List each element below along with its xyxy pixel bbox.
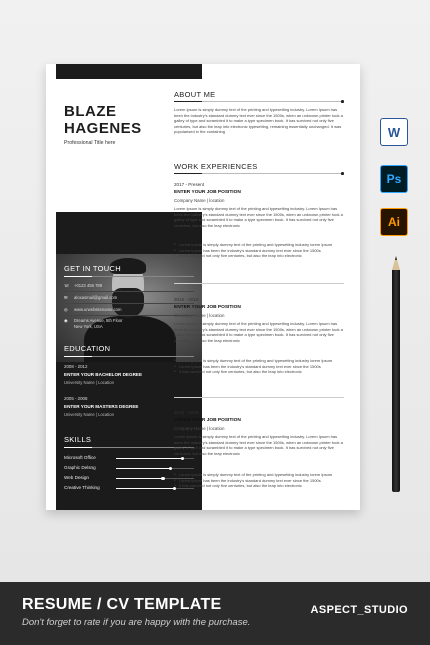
photoshop-icon: Ps (380, 165, 408, 193)
job-description: Lorem Ipsum is simply dummy text of the printing and typesetting industry. Lorem Ipsum has been the industry's standard dummy text ever since the 1500s, when an unknown printer took a galley of type and scrambled it to make a type specimen book. It has survived not only five centuries, but also the leap electronic (174, 321, 343, 343)
list-item: ● Lorem Ipsum is simply dummy text of the printing and typesetting industry lorem Ipsum (174, 242, 346, 248)
list-item: ● Lorem Ipsum has been the industry's standard dummy text ever since the 1500s (174, 478, 346, 484)
mail-icon: ✉ (64, 295, 68, 300)
work-divider (174, 173, 344, 174)
resume-name (64, 103, 142, 137)
phone-icon: ☏ (64, 283, 70, 288)
job-title: ENTER YOUR JOB POSITION (174, 305, 241, 310)
job-description: Lorem Ipsum is simply dummy text of the printing and typesetting industry. Lorem Ipsum has been the industry's standard dummy text ever since the 1500s, when an unknown printer took a galley of type and scrambled it to make a type specimen book. It has survived not only five centuries, but also the leap electronic (174, 206, 343, 228)
illustrator-icon: Ai (380, 208, 408, 236)
skill-level-bar (116, 478, 163, 479)
education-heading: EDUCATION (64, 344, 111, 353)
skill-item: Microsoft Office (64, 455, 194, 463)
education-degree: ENTER YOUR BACHELOR DEGREE (64, 372, 143, 377)
list-item: ● Lorem Ipsum has been the industry's standard dummy text ever since the 1500s (174, 364, 346, 370)
list-item: ● Lorem Ipsum is simply dummy text of the printing and typesetting industry lorem Ipsum (174, 358, 346, 364)
about-text: Lorem Ipsum is simply dummy text of the printing and typesetting industry. Lorem Ipsum has been the industry's standard dummy text ever since the 1500s, when an unknown printer took a galley of type and scrambled it to make a type specimen book. It has survived not only five centuries, but also the leap into electronic typesetting, remaining essentially unchanged. It was popularised in the containing (174, 107, 343, 135)
skill-level-bar (116, 488, 175, 489)
first-name: BLAZE (64, 103, 117, 120)
skill-level-handle (161, 477, 165, 481)
job-date: 2015 - 2018 (174, 410, 199, 415)
list-item: ● It has survived not only five centuries, but also the leap into electronic (174, 253, 346, 259)
education-school: University Name | Location (64, 412, 114, 417)
brand-name: ASPECT_STUDIO (310, 604, 408, 616)
professional-title: Professional Title here (64, 140, 116, 146)
education-date: 2005 - 2008 (64, 396, 88, 401)
job-bullets (174, 242, 346, 259)
globe-icon: ◎ (64, 307, 68, 312)
contact-divider (64, 276, 194, 277)
skills-heading: SKILLS (64, 435, 92, 444)
skill-item: Web Design (64, 475, 194, 483)
skill-level-bar (116, 458, 182, 459)
list-item: ● Lorem Ipsum has been the industry's standard dummy text ever since the 1500s (174, 248, 346, 254)
education-divider (64, 356, 194, 357)
job-bullets (174, 358, 346, 375)
skill-level-bar (116, 468, 171, 469)
job-company: Company Name | location (174, 198, 225, 203)
job-title: ENTER YOUR JOB POSITION (174, 418, 241, 423)
education-degree: ENTER YOUR MASTERS DEGREE (64, 404, 139, 409)
footer-title: RESUME / CV TEMPLATE (22, 596, 222, 613)
job-title: ENTER YOUR JOB POSITION (174, 190, 241, 195)
education-school: University Name | Location (64, 380, 114, 385)
job-company: Company Name | location (174, 313, 225, 318)
word-icon: W (380, 118, 408, 146)
about-heading: ABOUT ME (174, 90, 216, 99)
skill-level-handle (169, 467, 173, 471)
resume-page (46, 64, 360, 510)
job-date: 2017 - Present (174, 182, 205, 187)
about-divider (174, 101, 344, 102)
skill-level-handle (181, 457, 185, 461)
job-description: Lorem Ipsum is simply dummy text of the printing and typesetting industry. Lorem Ipsum has been the industry's standard dummy text ever since the 1500s, when an unknown printer took a galley of type and scrambled it to make a type specimen book. It has survived not only five centuries, but also the leap electronic (174, 434, 343, 456)
pencil-icon (392, 256, 400, 492)
contact-website: ◎ www.urwebsitename.com (64, 307, 122, 312)
skill-item: Graphic Delsng (64, 465, 194, 473)
education-date: 2008 - 2012 (64, 364, 88, 369)
job-date: 2015 - 2018 (174, 297, 199, 302)
job-company: Company Name | location (174, 426, 225, 431)
list-item: ● It has survived not only five centuries, but also the leap into electronic (174, 369, 346, 375)
last-name: HAGENES (64, 120, 142, 137)
list-item: ● Lorem Ipsum is simply dummy text of the printing and typesetting industry lorem Ipsum (174, 472, 346, 478)
contact-email: ✉ aloxasmail@gmail.com (64, 295, 118, 300)
job-bullets (174, 472, 346, 489)
location-icon: ◉ (64, 318, 68, 323)
footer-banner (0, 582, 430, 645)
contact-heading: GET IN TOUCH (64, 264, 121, 273)
work-heading: WORK EXPERIENCES (174, 162, 258, 171)
footer-subtitle: Don't forget to rate if you are happy with the purchase. (22, 617, 251, 628)
list-item: ● It has survived not only five centuries, but also the leap into electronic (174, 483, 346, 489)
skill-item: Creative Thinking (64, 485, 194, 493)
contact-address: ◉ Dreams Avenue, 5th Floor New York, USA (64, 318, 123, 329)
contact-phone: ☏ +0123 456 789 (64, 283, 103, 288)
